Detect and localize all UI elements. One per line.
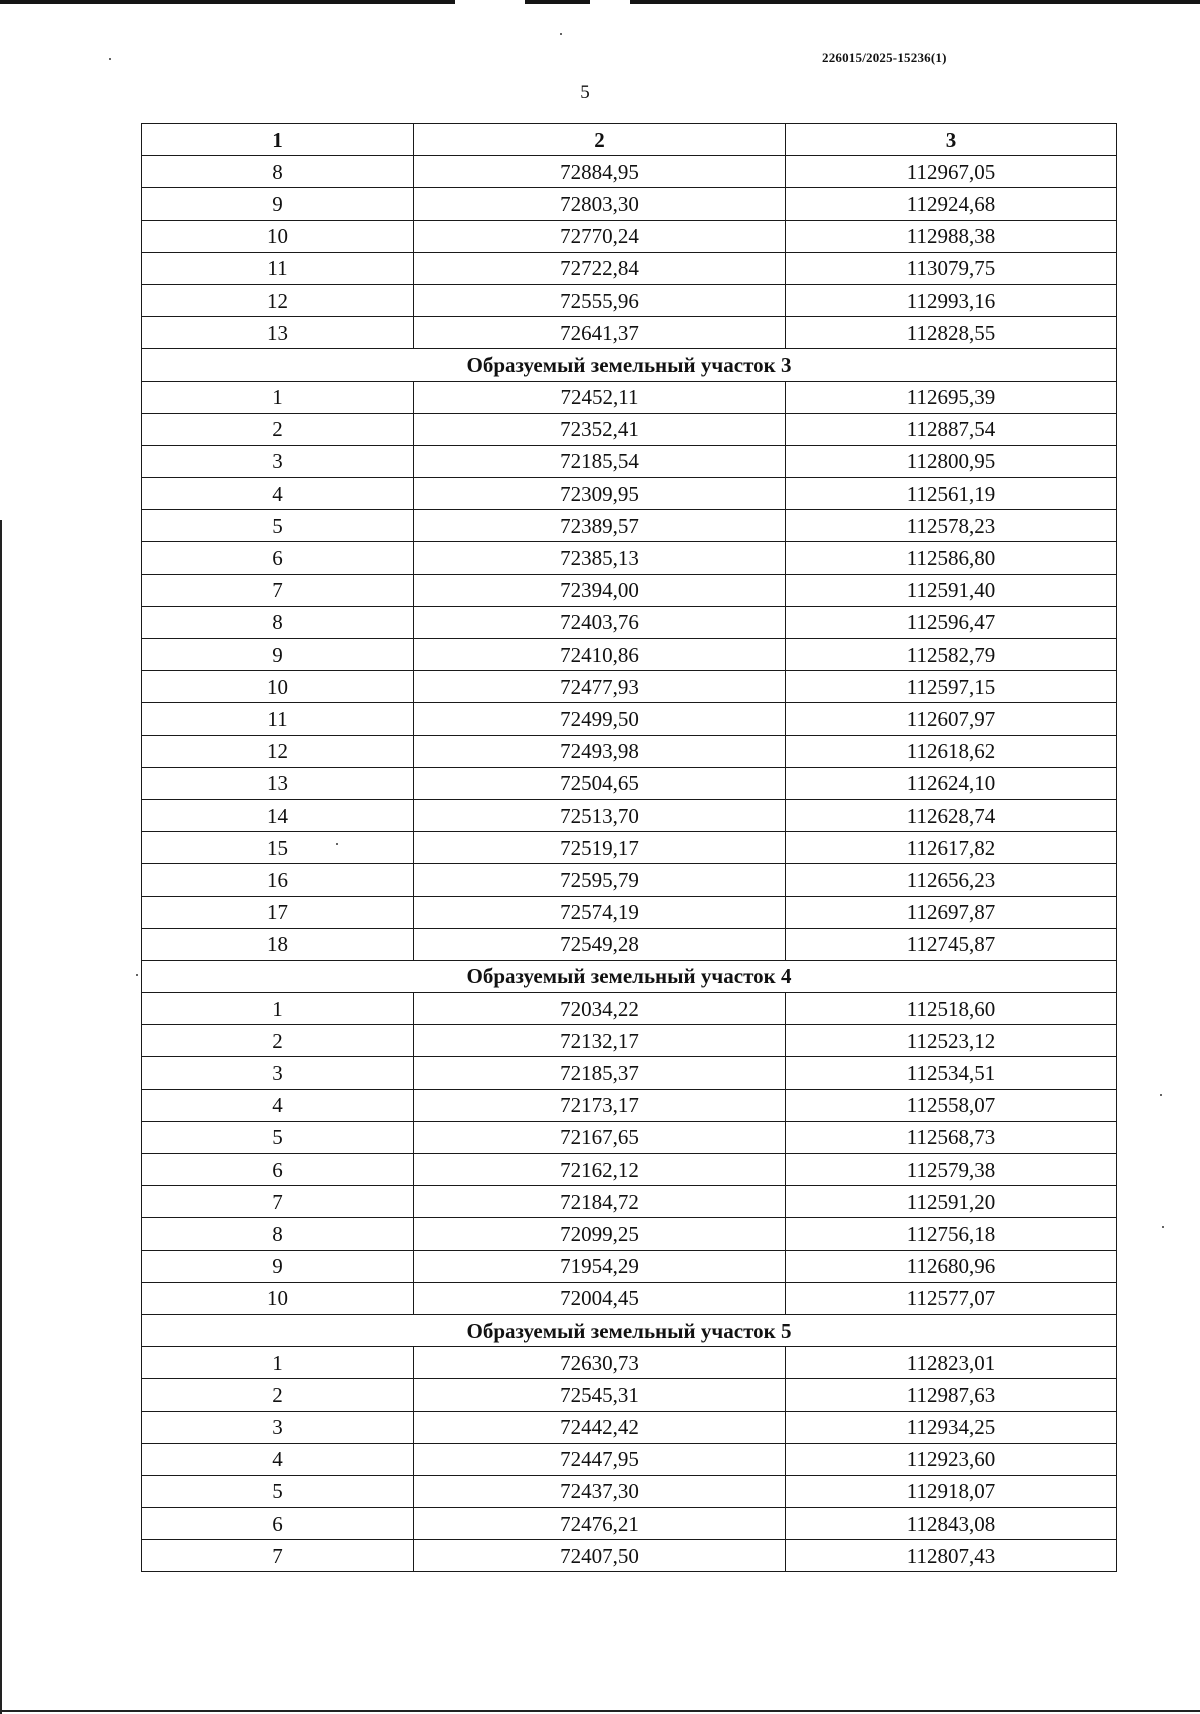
point-number-cell: 15 <box>142 832 414 864</box>
y-coordinate-cell: 112828,55 <box>786 317 1117 349</box>
table-row <box>142 799 1117 831</box>
y-coordinate-cell: 112568,73 <box>786 1121 1117 1153</box>
y-coordinate-cell: 112624,10 <box>786 767 1117 799</box>
x-coordinate-cell: 72447,95 <box>414 1443 786 1475</box>
point-number-cell: 7 <box>142 1186 414 1218</box>
x-coordinate-cell: 72410,86 <box>414 639 786 671</box>
y-coordinate-cell: 112695,39 <box>786 381 1117 413</box>
x-coordinate-cell: 72641,37 <box>414 317 786 349</box>
y-coordinate-cell: 112756,18 <box>786 1218 1117 1250</box>
x-coordinate-cell: 72099,25 <box>414 1218 786 1250</box>
section-title-row <box>142 349 1117 381</box>
table-row <box>142 735 1117 767</box>
y-coordinate-cell: 112561,19 <box>786 478 1117 510</box>
document-registration-number: 226015/2025-15236(1) <box>822 50 947 65</box>
table-row <box>142 156 1117 188</box>
table-row <box>142 864 1117 896</box>
table-row <box>142 1379 1117 1411</box>
table-row <box>142 928 1117 960</box>
table-row <box>142 832 1117 864</box>
point-number-cell: 4 <box>142 1089 414 1121</box>
x-coordinate-cell: 72803,30 <box>414 188 786 220</box>
table-row <box>142 1508 1117 1540</box>
point-number-cell: 4 <box>142 478 414 510</box>
y-coordinate-cell: 112800,95 <box>786 445 1117 477</box>
table-row <box>142 284 1117 316</box>
table-row <box>142 1347 1117 1379</box>
point-number-cell: 10 <box>142 671 414 703</box>
table-row <box>142 252 1117 284</box>
table-row <box>142 1411 1117 1443</box>
point-number-cell: 1 <box>142 1347 414 1379</box>
coordinates-table <box>141 123 1117 1572</box>
x-coordinate-cell: 72184,72 <box>414 1186 786 1218</box>
point-number-cell: 13 <box>142 767 414 799</box>
y-coordinate-cell: 112618,62 <box>786 735 1117 767</box>
table-header-row <box>142 124 1117 156</box>
section-title: Образуемый земельный участок 4 <box>142 960 1117 992</box>
table-row <box>142 1250 1117 1282</box>
point-number-cell: 3 <box>142 1057 414 1089</box>
x-coordinate-cell: 72519,17 <box>414 832 786 864</box>
point-number-cell: 5 <box>142 1121 414 1153</box>
x-coordinate-cell: 72173,17 <box>414 1089 786 1121</box>
scan-speck <box>1160 1094 1162 1096</box>
point-number-cell: 1 <box>142 993 414 1025</box>
table-row <box>142 188 1117 220</box>
x-coordinate-cell: 72389,57 <box>414 510 786 542</box>
y-coordinate-cell: 112518,60 <box>786 993 1117 1025</box>
x-coordinate-cell: 72132,17 <box>414 1025 786 1057</box>
y-coordinate-cell: 112578,23 <box>786 510 1117 542</box>
table-row <box>142 381 1117 413</box>
y-coordinate-cell: 112523,12 <box>786 1025 1117 1057</box>
table-row <box>142 993 1117 1025</box>
table-row <box>142 1540 1117 1572</box>
y-coordinate-cell: 112534,51 <box>786 1057 1117 1089</box>
point-number-cell: 2 <box>142 413 414 445</box>
y-coordinate-cell: 112591,40 <box>786 574 1117 606</box>
point-number-cell: 12 <box>142 284 414 316</box>
point-number-cell: 18 <box>142 928 414 960</box>
scan-top-border-gap <box>590 0 630 4</box>
y-coordinate-cell: 112656,23 <box>786 864 1117 896</box>
x-coordinate-cell: 72770,24 <box>414 220 786 252</box>
x-coordinate-cell: 72630,73 <box>414 1347 786 1379</box>
y-coordinate-cell: 112923,60 <box>786 1443 1117 1475</box>
point-number-cell: 13 <box>142 317 414 349</box>
table-row <box>142 671 1117 703</box>
y-coordinate-cell: 112993,16 <box>786 284 1117 316</box>
table-row <box>142 317 1117 349</box>
section-title: Образуемый земельный участок 3 <box>142 349 1117 381</box>
x-coordinate-cell: 72162,12 <box>414 1154 786 1186</box>
scan-top-border-gap <box>455 0 525 4</box>
y-coordinate-cell: 112934,25 <box>786 1411 1117 1443</box>
point-number-cell: 10 <box>142 1282 414 1314</box>
y-coordinate-cell: 112745,87 <box>786 928 1117 960</box>
x-coordinate-cell: 72499,50 <box>414 703 786 735</box>
scan-speck <box>560 33 562 35</box>
table-row <box>142 478 1117 510</box>
point-number-cell: 6 <box>142 542 414 574</box>
table-row <box>142 574 1117 606</box>
x-coordinate-cell: 72477,93 <box>414 671 786 703</box>
y-coordinate-cell: 112558,07 <box>786 1089 1117 1121</box>
point-number-cell: 2 <box>142 1379 414 1411</box>
scan-bottom-edge <box>0 1710 1200 1712</box>
table-row <box>142 1057 1117 1089</box>
point-number-cell: 5 <box>142 1475 414 1507</box>
point-number-cell: 8 <box>142 156 414 188</box>
y-coordinate-cell: 112591,20 <box>786 1186 1117 1218</box>
y-coordinate-cell: 112597,15 <box>786 671 1117 703</box>
x-coordinate-cell: 72884,95 <box>414 156 786 188</box>
table-row <box>142 1121 1117 1153</box>
table-row <box>142 542 1117 574</box>
x-coordinate-cell: 72442,42 <box>414 1411 786 1443</box>
x-coordinate-cell: 72513,70 <box>414 799 786 831</box>
y-coordinate-cell: 112967,05 <box>786 156 1117 188</box>
point-number-cell: 6 <box>142 1154 414 1186</box>
x-coordinate-cell: 72549,28 <box>414 928 786 960</box>
x-coordinate-cell: 72185,54 <box>414 445 786 477</box>
x-coordinate-cell: 72394,00 <box>414 574 786 606</box>
page-number: 5 <box>580 82 590 103</box>
column-header: 3 <box>786 124 1117 156</box>
x-coordinate-cell: 72722,84 <box>414 252 786 284</box>
y-coordinate-cell: 112577,07 <box>786 1282 1117 1314</box>
point-number-cell: 3 <box>142 1411 414 1443</box>
table-row <box>142 510 1117 542</box>
y-coordinate-cell: 112987,63 <box>786 1379 1117 1411</box>
x-coordinate-cell: 72437,30 <box>414 1475 786 1507</box>
y-coordinate-cell: 112918,07 <box>786 1475 1117 1507</box>
point-number-cell: 7 <box>142 1540 414 1572</box>
x-coordinate-cell: 72185,37 <box>414 1057 786 1089</box>
y-coordinate-cell: 112628,74 <box>786 799 1117 831</box>
x-coordinate-cell: 72403,76 <box>414 606 786 638</box>
y-coordinate-cell: 112617,82 <box>786 832 1117 864</box>
y-coordinate-cell: 112807,43 <box>786 1540 1117 1572</box>
point-number-cell: 4 <box>142 1443 414 1475</box>
table-row <box>142 1443 1117 1475</box>
point-number-cell: 16 <box>142 864 414 896</box>
y-coordinate-cell: 112823,01 <box>786 1347 1117 1379</box>
point-number-cell: 1 <box>142 381 414 413</box>
table-row <box>142 639 1117 671</box>
point-number-cell: 9 <box>142 639 414 671</box>
table-row <box>142 1025 1117 1057</box>
point-number-cell: 11 <box>142 703 414 735</box>
y-coordinate-cell: 112596,47 <box>786 606 1117 638</box>
y-coordinate-cell: 112988,38 <box>786 220 1117 252</box>
point-number-cell: 12 <box>142 735 414 767</box>
table-row <box>142 445 1117 477</box>
x-coordinate-cell: 72504,65 <box>414 767 786 799</box>
point-number-cell: 11 <box>142 252 414 284</box>
table-row <box>142 1089 1117 1121</box>
x-coordinate-cell: 72385,13 <box>414 542 786 574</box>
point-number-cell: 6 <box>142 1508 414 1540</box>
point-number-cell: 14 <box>142 799 414 831</box>
y-coordinate-cell: 112582,79 <box>786 639 1117 671</box>
point-number-cell: 5 <box>142 510 414 542</box>
x-coordinate-cell: 72352,41 <box>414 413 786 445</box>
x-coordinate-cell: 72167,65 <box>414 1121 786 1153</box>
table-row <box>142 767 1117 799</box>
y-coordinate-cell: 112579,38 <box>786 1154 1117 1186</box>
x-coordinate-cell: 72493,98 <box>414 735 786 767</box>
table-row <box>142 606 1117 638</box>
point-number-cell: 9 <box>142 188 414 220</box>
x-coordinate-cell: 72452,11 <box>414 381 786 413</box>
scan-speck <box>136 974 138 976</box>
table-row <box>142 413 1117 445</box>
y-coordinate-cell: 112887,54 <box>786 413 1117 445</box>
x-coordinate-cell: 72476,21 <box>414 1508 786 1540</box>
x-coordinate-cell: 71954,29 <box>414 1250 786 1282</box>
section-title-row <box>142 1314 1117 1346</box>
table-row <box>142 703 1117 735</box>
point-number-cell: 8 <box>142 1218 414 1250</box>
point-number-cell: 8 <box>142 606 414 638</box>
section-title-row <box>142 960 1117 992</box>
point-number-cell: 7 <box>142 574 414 606</box>
column-header: 2 <box>414 124 786 156</box>
y-coordinate-cell: 112924,68 <box>786 188 1117 220</box>
table-row <box>142 1154 1117 1186</box>
y-coordinate-cell: 112607,97 <box>786 703 1117 735</box>
table-row <box>142 1475 1117 1507</box>
table-body <box>142 156 1117 1572</box>
scan-left-edge <box>0 520 2 1714</box>
x-coordinate-cell: 72555,96 <box>414 284 786 316</box>
scan-speck <box>1162 1226 1164 1228</box>
point-number-cell: 9 <box>142 1250 414 1282</box>
point-number-cell: 3 <box>142 445 414 477</box>
x-coordinate-cell: 72309,95 <box>414 478 786 510</box>
table-row <box>142 1186 1117 1218</box>
y-coordinate-cell: 113079,75 <box>786 252 1117 284</box>
point-number-cell: 2 <box>142 1025 414 1057</box>
table-row <box>142 1218 1117 1250</box>
y-coordinate-cell: 112680,96 <box>786 1250 1117 1282</box>
x-coordinate-cell: 72004,45 <box>414 1282 786 1314</box>
x-coordinate-cell: 72574,19 <box>414 896 786 928</box>
point-number-cell: 17 <box>142 896 414 928</box>
x-coordinate-cell: 72595,79 <box>414 864 786 896</box>
x-coordinate-cell: 72407,50 <box>414 1540 786 1572</box>
x-coordinate-cell: 72034,22 <box>414 993 786 1025</box>
column-header: 1 <box>142 124 414 156</box>
table-row <box>142 220 1117 252</box>
scan-speck <box>109 58 111 60</box>
x-coordinate-cell: 72545,31 <box>414 1379 786 1411</box>
y-coordinate-cell: 112697,87 <box>786 896 1117 928</box>
table-row <box>142 1282 1117 1314</box>
point-number-cell: 10 <box>142 220 414 252</box>
table-row <box>142 896 1117 928</box>
y-coordinate-cell: 112843,08 <box>786 1508 1117 1540</box>
y-coordinate-cell: 112586,80 <box>786 542 1117 574</box>
section-title: Образуемый земельный участок 5 <box>142 1314 1117 1346</box>
